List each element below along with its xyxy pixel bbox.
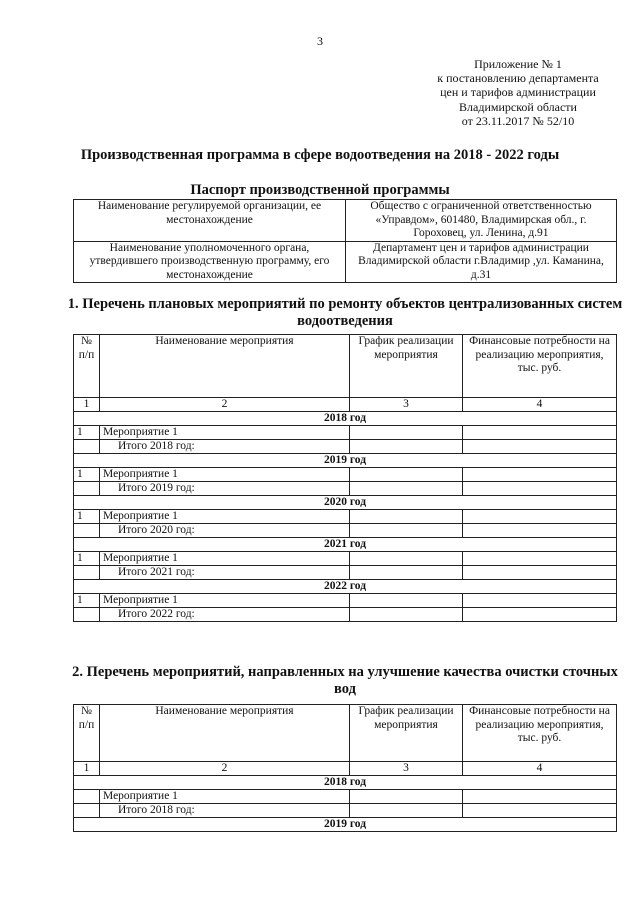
measure-name: Мероприятие 1 (100, 468, 350, 482)
section1-heading: 1. Перечень плановых мероприятий по ремонту объектов централизованных систем водоотведения (67, 296, 623, 329)
section1-table (73, 334, 617, 622)
row-number: 1 (74, 468, 100, 482)
year-label: 2021 год (74, 538, 617, 552)
col-number: 3 (350, 398, 463, 412)
table-header-row (74, 705, 617, 762)
col-number: 3 (350, 762, 463, 776)
year-row (74, 538, 617, 552)
passport-row (74, 200, 617, 242)
col-number: 2 (100, 762, 350, 776)
col-number: 1 (74, 398, 100, 412)
row-number: 1 (74, 426, 100, 440)
section2-heading: 2. Перечень мероприятий, направленных на улучшение качества очистки сточных вод (72, 664, 618, 697)
col-number: 2 (100, 398, 350, 412)
passport-row (74, 241, 617, 283)
passport-label: Наименование регулируемой организации, ее местонахождение (74, 200, 346, 242)
table-row (74, 510, 617, 524)
appendix-line: к постановлению департамента (437, 71, 599, 86)
appendix-line: цен и тарифов администрации (440, 85, 596, 100)
header-name: Наименование мероприятия (100, 705, 350, 762)
table-header-row (74, 335, 617, 398)
total-row (74, 804, 617, 818)
col-number: 4 (463, 398, 617, 412)
total-label: Итого 2019 год: (100, 482, 350, 496)
year-label: 2019 год (74, 454, 617, 468)
appendix-line: от 23.11.2017 № 52/10 (461, 113, 575, 128)
appendix-line: Приложение № 1 (474, 57, 562, 71)
passport-label: Наименование уполномоченного органа, утвердившего производственную программу, его местонахождение (74, 241, 346, 283)
total-label: Итого 2022 год: (100, 608, 350, 622)
table-row (74, 468, 617, 482)
total-row (74, 566, 617, 580)
header-num: № п/п (74, 335, 100, 398)
passport-value: Департамент цен и тарифов администрации Владимирской области г.Владимир ,ул. Каманина, д.31 (346, 241, 617, 283)
page-number: 3 (317, 34, 323, 48)
col-number: 4 (463, 762, 617, 776)
total-label: Итого 2018 год: (100, 804, 350, 818)
document-title: Производственная программа в сфере водоотведения на 2018 - 2022 годы (80, 147, 560, 163)
appendix-block (418, 57, 618, 128)
year-label: 2019 год (74, 818, 617, 832)
year-label: 2020 год (74, 496, 617, 510)
header-name: Наименование мероприятия (100, 335, 350, 398)
measure-name: Мероприятие 1 (100, 552, 350, 566)
table-row (74, 790, 617, 804)
total-row (74, 524, 617, 538)
year-label: 2022 год (74, 580, 617, 594)
column-number-row (74, 762, 617, 776)
year-label: 2018 год (74, 412, 617, 426)
measure-name: Мероприятие 1 (100, 594, 350, 608)
appendix-line: Владимирской области (459, 99, 577, 114)
total-row (74, 608, 617, 622)
passport-table (73, 199, 617, 283)
header-finance: Финансовые потребности на реализацию мероприятия, тыс. руб. (463, 705, 617, 762)
table-row (74, 426, 617, 440)
section2-table (73, 704, 617, 832)
header-schedule: График реализации мероприятия (350, 335, 463, 398)
row-number: 1 (74, 510, 100, 524)
table-row (74, 594, 617, 608)
total-label: Итого 2020 год: (100, 524, 350, 538)
measure-name: Мероприятие 1 (100, 426, 350, 440)
header-num: № п/п (74, 705, 100, 762)
header-schedule: График реализации мероприятия (350, 705, 463, 762)
total-label: Итого 2021 год: (100, 566, 350, 580)
measure-name: Мероприятие 1 (100, 510, 350, 524)
passport-heading: Паспорт производственной программы (190, 182, 450, 198)
passport-value: Общество с ограниченной ответственностью «Управдом», 601480, Владимирская обл., г. Гороховец, ул. Ленина, д.91 (346, 200, 617, 242)
year-row (74, 454, 617, 468)
column-number-row (74, 398, 617, 412)
year-row (74, 818, 617, 832)
total-label: Итого 2018 год: (100, 440, 350, 454)
header-finance: Финансовые потребности на реализацию мероприятия, тыс. руб. (463, 335, 617, 398)
col-number: 1 (74, 762, 100, 776)
year-label: 2018 год (74, 776, 617, 790)
total-row (74, 440, 617, 454)
table-row (74, 552, 617, 566)
row-number: 1 (74, 552, 100, 566)
total-row (74, 482, 617, 496)
year-row (74, 412, 617, 426)
year-row (74, 776, 617, 790)
year-row (74, 580, 617, 594)
row-number: 1 (74, 594, 100, 608)
measure-name: Мероприятие 1 (100, 790, 350, 804)
year-row (74, 496, 617, 510)
